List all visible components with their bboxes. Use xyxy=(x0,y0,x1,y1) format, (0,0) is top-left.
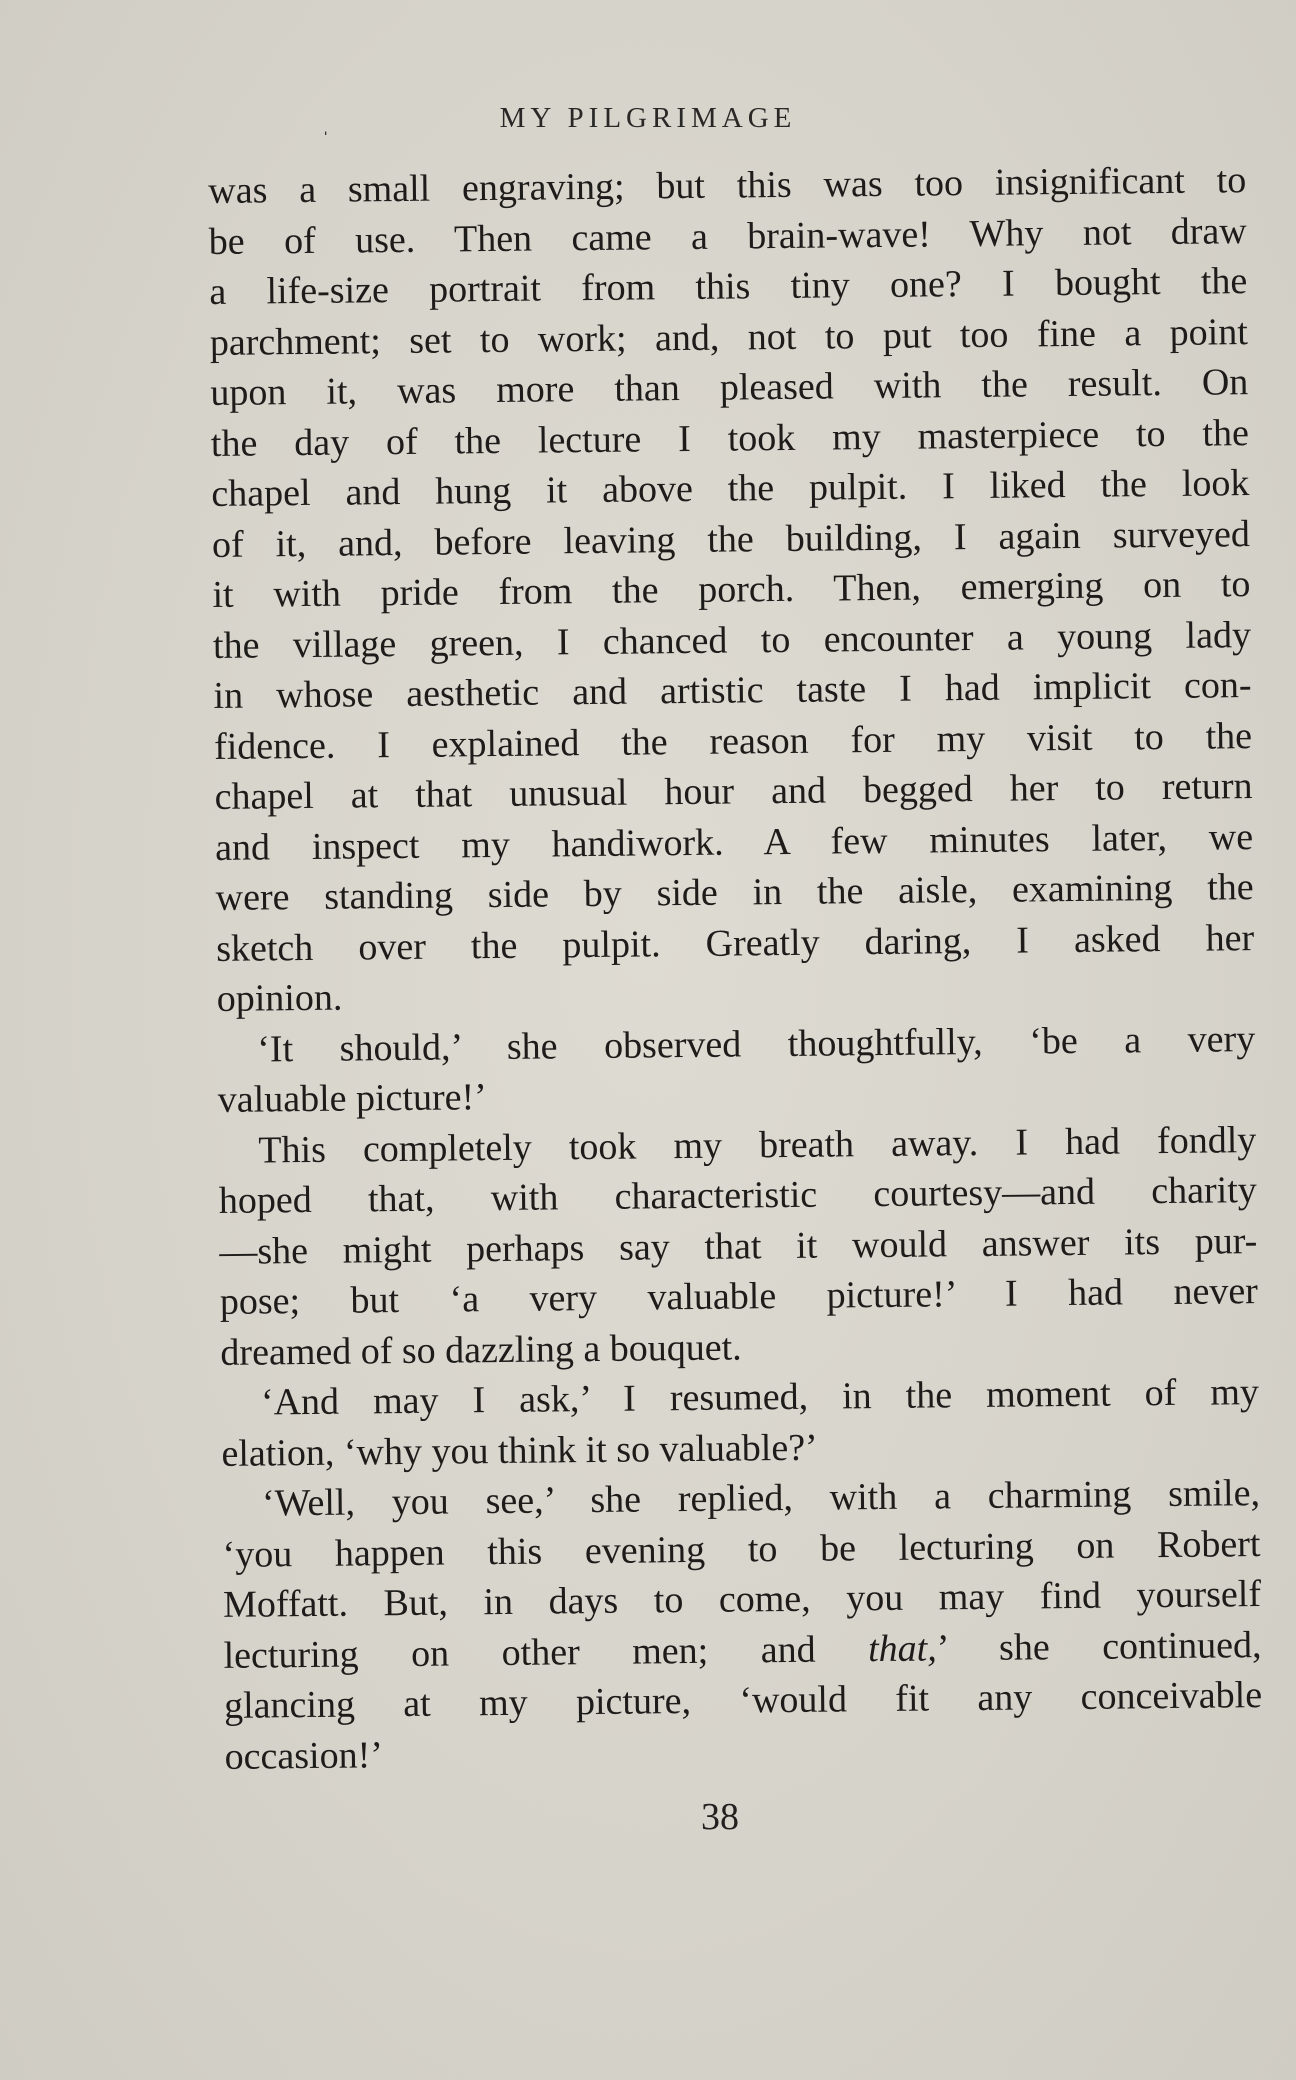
text-line: ‘It should,’ she observed thoughtfully, ‘be a very xyxy=(257,1017,1256,1071)
text-line: upon it, was more than pleased with the result. On xyxy=(210,361,1249,414)
running-head xyxy=(0,102,1296,135)
text-line: ‘you happen this evening to be lecturing on Robert xyxy=(222,1522,1261,1576)
text-line: fidence. I explained the reason for my visit to the xyxy=(213,714,1253,768)
text-line: pose; but ‘a very valuable picture!’ I had never xyxy=(219,1270,1259,1323)
text-line: the village green, I chanced to encounter a young lady xyxy=(212,613,1252,667)
text-line: in whose aesthetic and artistic taste I had implicit con- xyxy=(213,664,1252,717)
text-line: were standing side by side in the aisle, examining the xyxy=(215,866,1254,919)
text-line: parchment; set to work; and, not to put too fine a point xyxy=(209,310,1249,364)
text-line: and inspect my handiwork. A few minutes later, we xyxy=(214,815,1254,869)
text-line: a life-size portrait from this tiny one? I bought the xyxy=(209,260,1248,313)
text-line: chapel and hung it above the pulpit. I liked the look xyxy=(211,462,1250,515)
text-line: —she might perhaps say that it would answer its pur- xyxy=(219,1219,1258,1273)
text-line: occasion!’ xyxy=(224,1733,384,1778)
text-line: elation, ‘why you think it so valuable?’ xyxy=(221,1426,818,1475)
text-line: be of use. Then came a brain-wave! Why not draw xyxy=(208,209,1247,263)
text-line: dreamed of so dazzling a bouquet. xyxy=(220,1325,742,1374)
text-segment: ’ she continued, xyxy=(936,1623,1262,1669)
text-line: ‘Well, you see,’ she replied, with a charming smile, xyxy=(261,1472,1261,1525)
text-line: glancing at my picture, ‘would fit any conceivable xyxy=(223,1674,1263,1727)
text-line: opinion. xyxy=(216,976,343,1020)
text-line: valuable picture!’ xyxy=(217,1076,488,1121)
text-line: Moffatt. But, in days to come, you may find yourself xyxy=(222,1573,1262,1626)
text-line: sketch over the pulpit. Greatly daring, I asked her xyxy=(215,916,1255,970)
body-text xyxy=(208,155,1263,1782)
text-line: of it, and, before leaving the building, I again surveyed xyxy=(211,512,1251,566)
text-line: hoped that, with characteristic courtesy—and charity xyxy=(218,1169,1258,1222)
page-number: 38 xyxy=(701,1796,739,1838)
text-line: chapel at that unusual hour and begged her to return xyxy=(214,765,1253,818)
text-line: ‘And may I ask,’ I resumed, in the moment of my xyxy=(260,1371,1260,1424)
italic-word: that, xyxy=(867,1626,937,1670)
text-line: was a small engraving; but this was too insignificant to xyxy=(208,159,1247,212)
text-line: the day of the lecture I took my masterpiece to the xyxy=(210,411,1250,465)
printer-mark: ˌ xyxy=(322,110,330,135)
text-line: This completely took my breath away. I had fondly xyxy=(258,1118,1257,1172)
text-line: it with pride from the porch. Then, emerging on to xyxy=(212,563,1251,616)
text-segment: lecturing on other men; and xyxy=(223,1627,869,1677)
running-head-title: MY PILGRIMAGE xyxy=(499,102,797,134)
